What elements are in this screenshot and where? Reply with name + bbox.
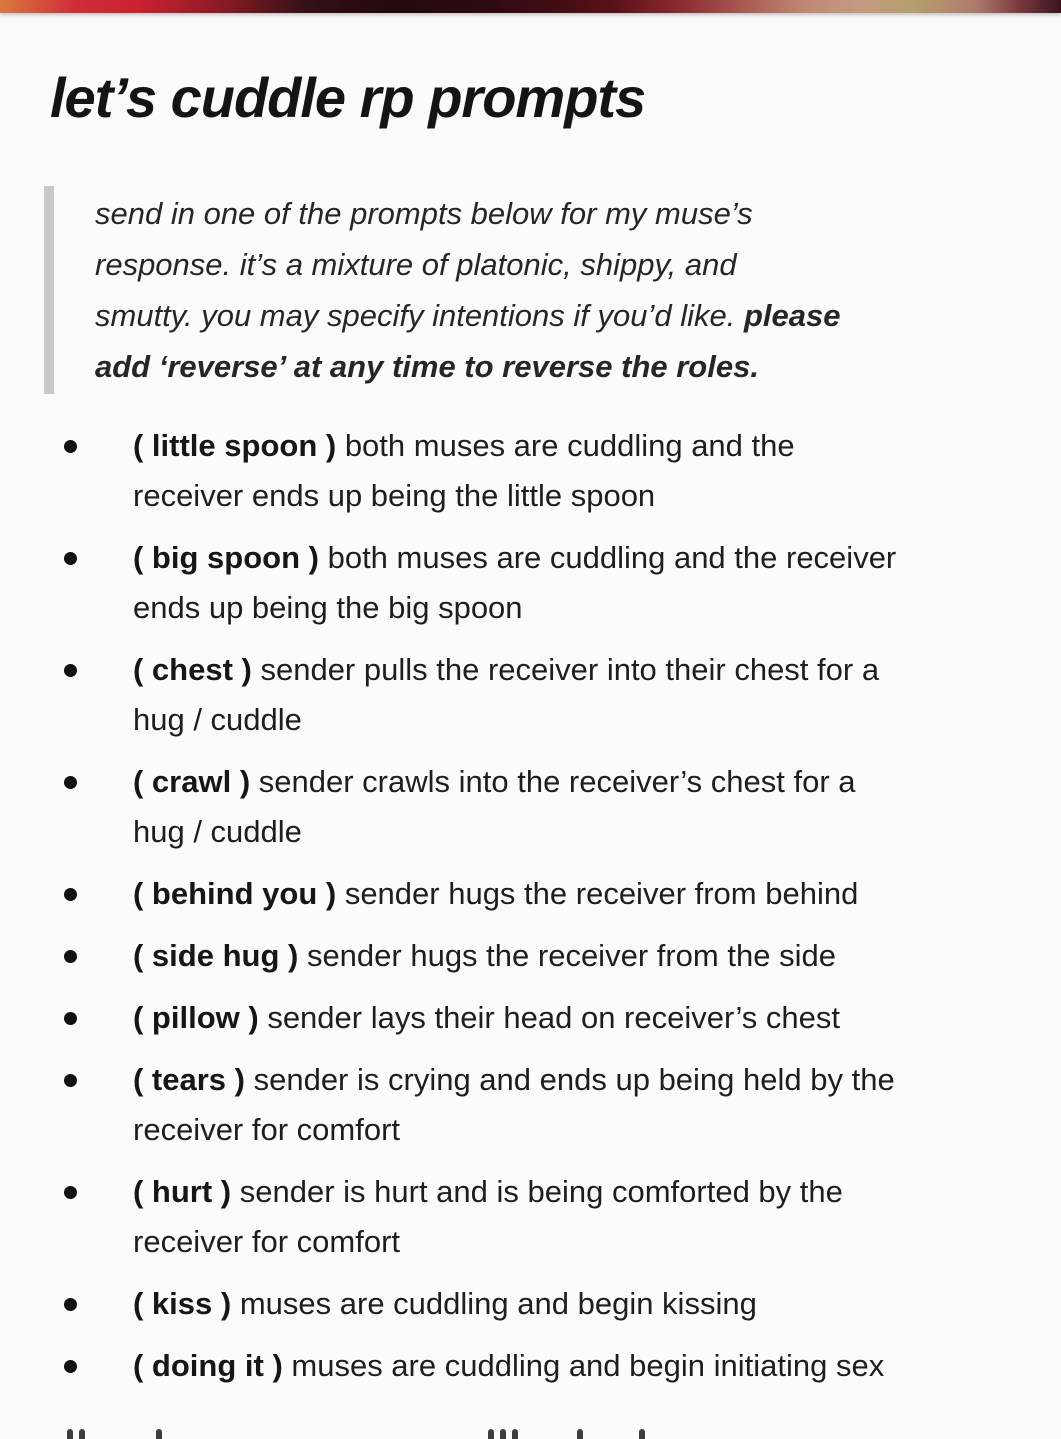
- prompt-tag: ( kiss ): [133, 1286, 232, 1321]
- post-title: let’s cuddle rp prompts: [50, 66, 646, 129]
- prompt-first-line: [133, 757, 1061, 807]
- prompt-first-line: [133, 1279, 1061, 1329]
- bullet-icon: [64, 950, 77, 963]
- prompt-text-continued: ends up being the big spoon: [133, 590, 523, 625]
- prompt-tag: ( crawl ): [133, 764, 251, 799]
- quote-text-bold: add ‘reverse’ at any time to reverse the roles.: [95, 349, 759, 384]
- prompt-item: [0, 993, 1061, 1043]
- prompt-tag: ( doing it ): [133, 1348, 283, 1383]
- prompt-first-line: [133, 1167, 1061, 1217]
- prompt-first-line: [133, 931, 1061, 981]
- prompt-text-continued: receiver for comfort: [133, 1112, 401, 1147]
- bullet-icon: [64, 552, 77, 565]
- prompt-item: [0, 1055, 1061, 1155]
- bullet-icon: [64, 1298, 77, 1311]
- prompt-tag: ( big spoon ): [133, 540, 319, 575]
- prompt-text: both muses are cuddling and the receiver: [318, 540, 897, 575]
- bullet-icon: [64, 1360, 77, 1373]
- prompt-text: sender is crying and ends up being held by the: [244, 1062, 895, 1097]
- glyph-top-mark: [500, 1429, 506, 1439]
- prompt-item: [0, 931, 1061, 981]
- glyph-top-mark: [577, 1429, 583, 1439]
- quote-text-bold: please: [743, 298, 841, 333]
- prompt-text: sender is hurt and is being comforted by the: [231, 1174, 843, 1209]
- prompt-text: sender hugs the receiver from behind: [336, 876, 859, 911]
- header-image-strip: [0, 0, 1061, 13]
- bullet-icon: [64, 888, 77, 901]
- quote-line: [95, 341, 841, 392]
- prompt-item: [0, 1341, 1061, 1391]
- prompt-text: muses are cuddling and begin initiating sex: [282, 1348, 885, 1383]
- prompt-text-continued: receiver for comfort: [133, 1224, 401, 1259]
- prompt-item: [0, 869, 1061, 919]
- prompt-first-line: [133, 421, 1061, 471]
- prompt-tag: ( chest ): [133, 652, 252, 687]
- prompt-text-continued: hug / cuddle: [133, 702, 302, 737]
- bullet-icon: [64, 776, 77, 789]
- prompt-first-line: [133, 645, 1061, 695]
- prompt-text-continued: hug / cuddle: [133, 814, 302, 849]
- glyph-top-mark: [512, 1429, 518, 1439]
- quote-text: smutty. you may specify intentions if you’d like.: [95, 298, 744, 333]
- prompt-item: [0, 1167, 1061, 1267]
- bullet-icon: [64, 1012, 77, 1025]
- prompt-tag: ( behind you ): [133, 876, 337, 911]
- prompt-item: [0, 421, 1061, 521]
- prompt-first-line: [133, 1341, 1061, 1391]
- intro-blockquote: [44, 186, 841, 394]
- glyph-top-mark: [639, 1429, 645, 1439]
- prompt-text: sender hugs the receiver from the side: [298, 938, 836, 973]
- prompt-text-continued: receiver ends up being the little spoon: [133, 478, 656, 513]
- cropped-text-line: [0, 1429, 1061, 1439]
- quote-line: [95, 239, 841, 290]
- bullet-icon: [64, 440, 77, 453]
- prompt-list: [0, 421, 1061, 1403]
- prompt-tag: ( little spoon ): [133, 428, 337, 463]
- glyph-top-mark: [67, 1429, 73, 1439]
- prompt-first-line: [133, 993, 1061, 1043]
- prompt-text: muses are cuddling and begin kissing: [231, 1286, 757, 1321]
- quote-line: [95, 290, 841, 341]
- prompt-item: [0, 757, 1061, 857]
- prompt-tag: ( tears ): [133, 1062, 245, 1097]
- glyph-top-mark: [79, 1429, 85, 1439]
- prompt-text: sender crawls into the receiver’s chest for a: [250, 764, 856, 799]
- prompt-first-line: [133, 1055, 1061, 1105]
- bullet-icon: [64, 1186, 77, 1199]
- prompt-text: sender lays their head on receiver’s chest: [258, 1000, 840, 1035]
- prompt-text: both muses are cuddling and the: [336, 428, 795, 463]
- prompt-tag: ( side hug ): [133, 938, 299, 973]
- glyph-top-mark: [156, 1429, 162, 1439]
- prompt-tag: ( hurt ): [133, 1174, 232, 1209]
- bullet-icon: [64, 1074, 77, 1087]
- prompt-item: [0, 533, 1061, 633]
- quote-lines: [95, 188, 841, 392]
- prompt-first-line: [133, 533, 1061, 583]
- quote-text: send in one of the prompts below for my muse’s: [95, 196, 753, 231]
- prompt-text: sender pulls the receiver into their chest for a: [251, 652, 880, 687]
- bullet-icon: [64, 664, 77, 677]
- prompt-item: [0, 1279, 1061, 1329]
- prompt-item: [0, 645, 1061, 745]
- prompt-tag: ( pillow ): [133, 1000, 259, 1035]
- prompt-first-line: [133, 869, 1061, 919]
- quote-line: [95, 188, 841, 239]
- quote-text: response. it’s a mixture of platonic, shippy, and: [95, 247, 737, 282]
- glyph-top-mark: [488, 1429, 494, 1439]
